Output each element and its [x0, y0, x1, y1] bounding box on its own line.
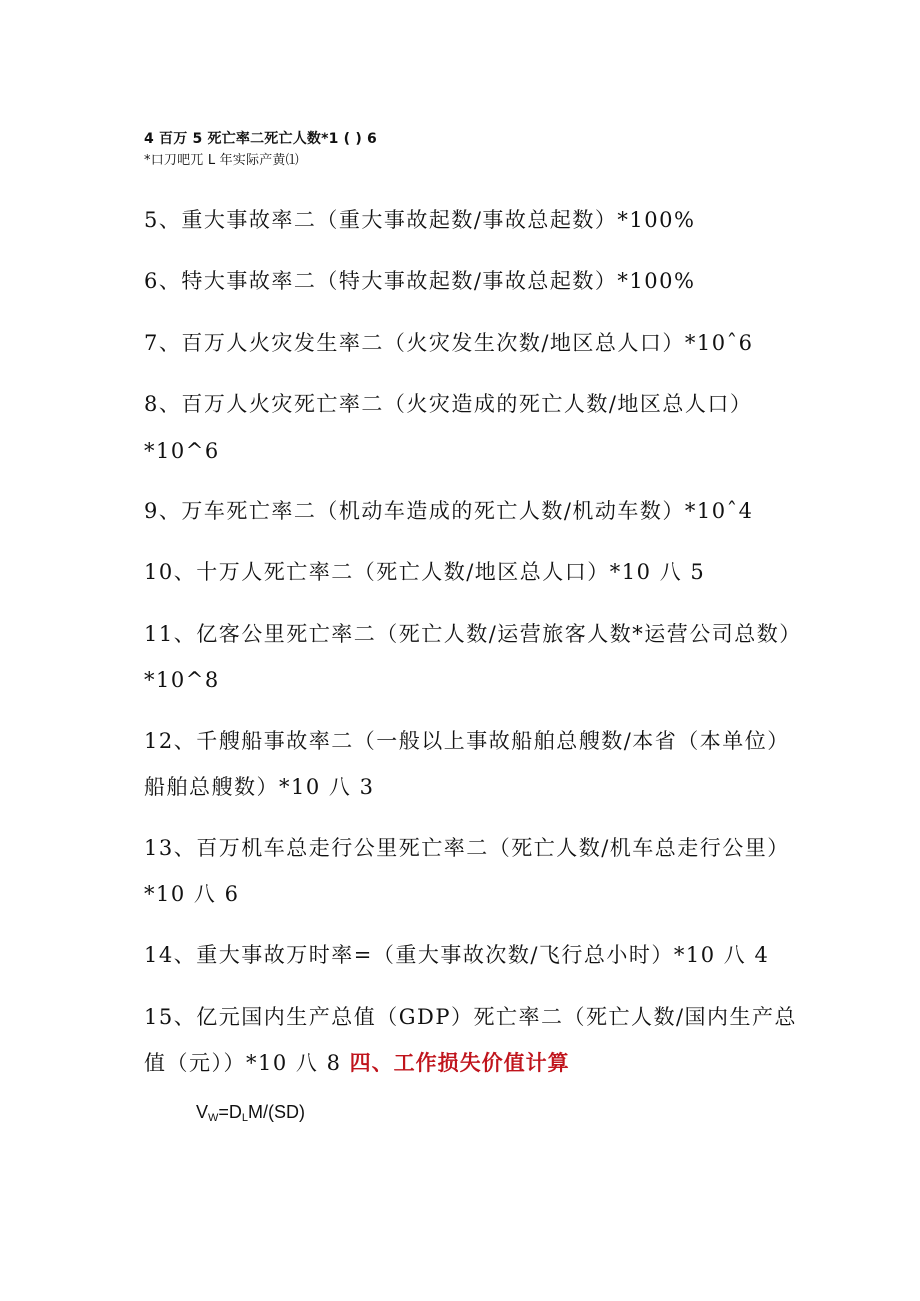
- item-line: 15、亿元国内生产总值（GDP）死亡率二（死亡人数/国内生产总: [144, 1005, 798, 1029]
- item-line: 13、百万机车总走行公里死亡率二（死亡人数/机车总走行公里）: [144, 836, 790, 860]
- header-line-1: 4 百万 5 死亡率二死亡人数*1 ( ) 6: [144, 131, 377, 147]
- item-line-continuation: 船舶总艘数）*10 八 3: [144, 775, 375, 799]
- item-line: 11、亿客公里死亡率二（死亡人数/运营旅客人数*运营公司总数）: [144, 622, 802, 646]
- item-line-continuation: *10^8: [144, 668, 220, 692]
- header-line-2: *口刀吧兀 L 年实际产黄⑴: [144, 153, 299, 168]
- item-line: 7、百万人火灾发生率二（火灾发生次数/地区总人口）*10ˆ6: [144, 331, 754, 355]
- item-line: 9、万车死亡率二（机动车造成的死亡人数/机动车数）*10ˆ4: [144, 499, 754, 523]
- item-line: 8、百万人火灾死亡率二（火灾造成的死亡人数/地区总人口）: [144, 392, 753, 416]
- item-line: 6、特大事故率二（特大事故起数/事故总起数）*100%: [144, 269, 696, 293]
- item-line: 12、千艘船事故率二（一般以上事故船舶总艘数/本省（本单位）: [144, 729, 790, 753]
- item-line: 5、重大事故率二（重大事故起数/事故总起数）*100%: [144, 208, 696, 232]
- item-line-last: [144, 1053, 570, 1074]
- item-text: 值（元））*10 八 8: [144, 1051, 350, 1075]
- formula-mid: =D: [218, 1102, 242, 1122]
- formula-rest: M/(SD): [248, 1102, 306, 1122]
- section-heading: 四、工作损失价值计算: [349, 1051, 570, 1075]
- item-line: 10、十万人死亡率二（死亡人数/地区总人口）*10 八 5: [144, 560, 706, 584]
- formula-sub-w: W: [208, 1112, 219, 1124]
- formula: [196, 1102, 305, 1124]
- item-line-continuation: *10 八 6: [144, 882, 240, 906]
- item-line: 14、重大事故万时率=（重大事故次数/飞行总小时）*10 八 4: [144, 943, 770, 967]
- formula-v: V: [196, 1102, 209, 1122]
- item-line-continuation: *10^6: [144, 439, 220, 463]
- formula-sub-l: L: [241, 1112, 249, 1124]
